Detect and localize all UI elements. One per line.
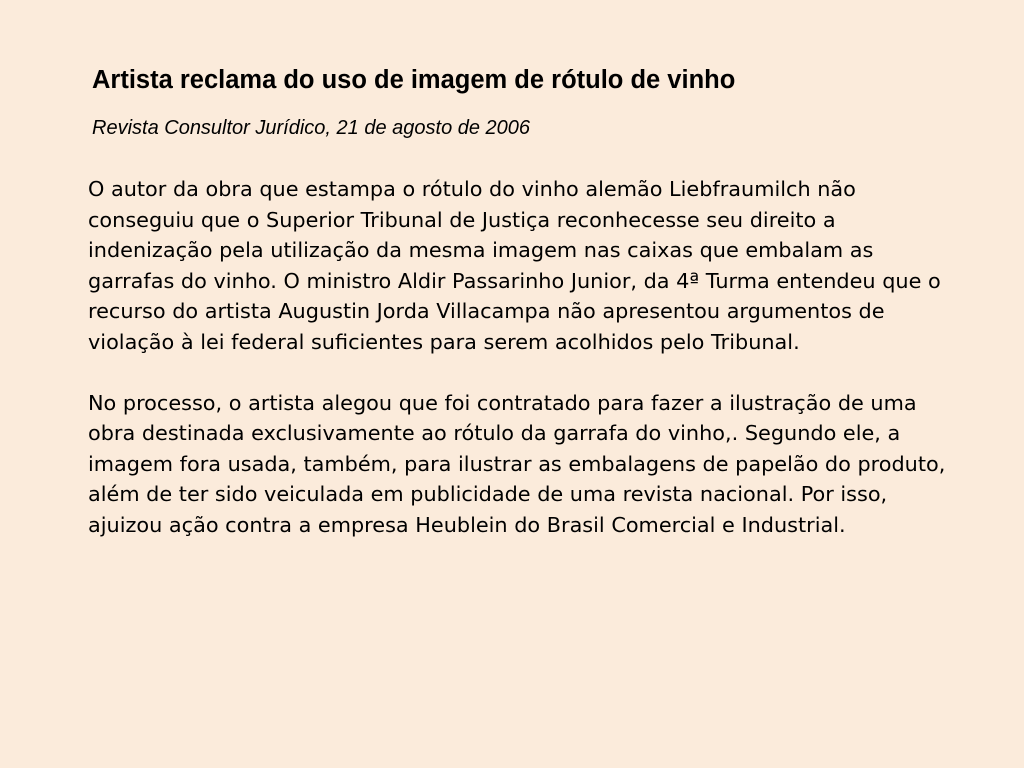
slide-body [88,174,948,540]
body-paragraph-1: O autor da obra que estampa o rótulo do vinho alemão Liebfraumilch não conseguiu que o Superior Tribunal de Justiça reconhecesse seu direito a indenização pela utilização da mesma imagem nas caixas que embalam as garrafas do vinho. O ministro Aldir Passarinho Junior, da 4ª Turma entendeu que o recurso do artista Augustin Jorda Villacampa não apresentou argumentos de violação à lei federal suficientes para serem acolhidos pelo Tribunal. [88,177,941,354]
slide-subtitle: Revista Consultor Jurídico, 21 de agosto de 2006 [92,117,531,139]
body-paragraph-2: No processo, o artista alegou que foi contratado para fazer a ilustração de uma obra destinada exclusivamente ao rótulo da garrafa do vinho,. Segundo ele, a imagem fora usada, também, para ilustrar as embalagens de papelão do produto, além de ter sido veiculada em publicidade de uma revista nacional. Por isso, ajuizou ação contra a empresa Heublein do Brasil Comercial e Industrial. [88,390,946,537]
slide-title: Artista reclama do uso de imagem de rótulo de vinho [92,66,736,94]
